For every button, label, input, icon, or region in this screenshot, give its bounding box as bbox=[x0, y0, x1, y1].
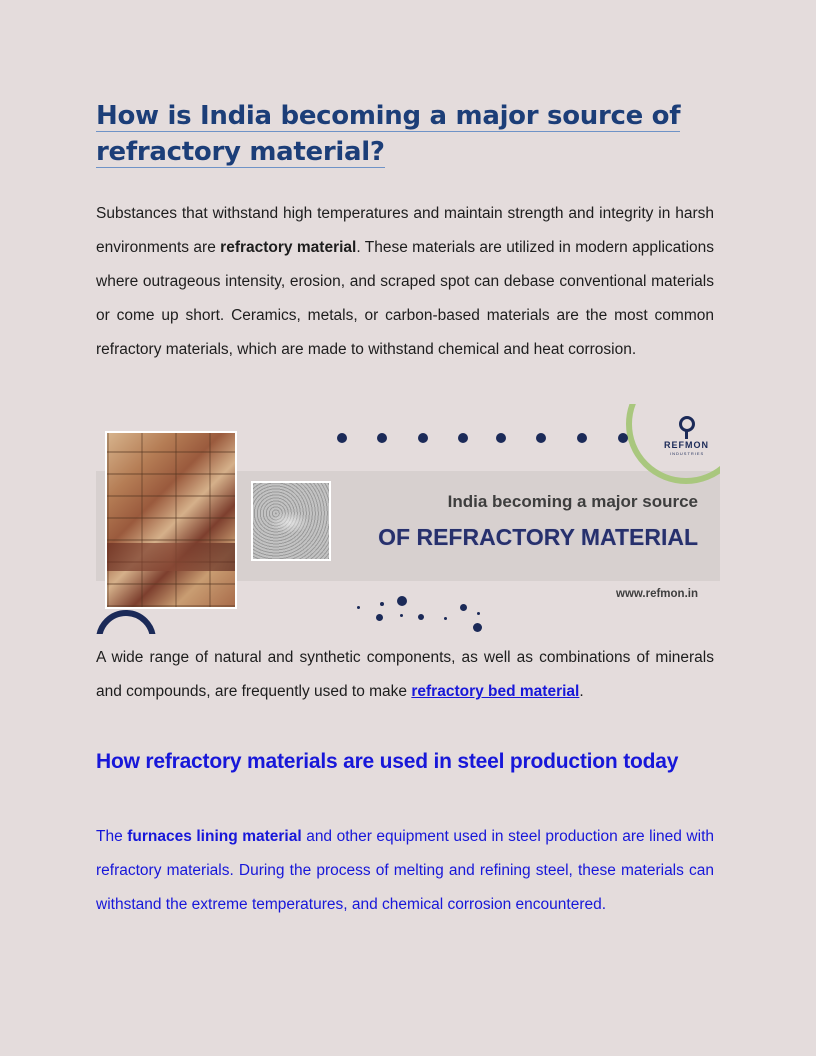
banner-line1: India becoming a major source bbox=[447, 492, 698, 511]
scatter-dot bbox=[397, 596, 407, 606]
page-title: How is India becoming a major source of refractory material? bbox=[96, 101, 681, 167]
scatter-dot bbox=[460, 604, 467, 611]
steel-production-paragraph: The furnaces lining material and other equipment used in steel production are lined with refractory materials. During the process of melting and refining steel, these materials can withstand the extreme temperatures, and chemical corrosion encountered. bbox=[96, 828, 714, 913]
scatter-dot bbox=[444, 617, 447, 620]
decor-dot bbox=[496, 433, 506, 443]
decor-dot bbox=[536, 433, 546, 443]
scatter-dot bbox=[473, 623, 482, 632]
decor-dot bbox=[337, 433, 347, 443]
decor-dot bbox=[458, 433, 468, 443]
brick-stack-photo bbox=[105, 431, 237, 609]
logo-name: REFMON bbox=[664, 440, 709, 450]
decor-dot bbox=[377, 433, 387, 443]
scatter-dot bbox=[376, 614, 383, 621]
components-paragraph: A wide range of natural and synthetic components, as well as combinations of minerals and compounds, are frequently used to make refractory bed material. bbox=[96, 649, 714, 700]
intro-paragraph: Substances that withstand high temperatures and maintain strength and integrity in harsh environments are refractory material. These materials are utilized in modern applications where outrageous intensity, erosion, and scraped spot can debase conventional materials or come up short. Ceramics, metals, or carbon-based materials are the most common refractory materials, which are made to withstand chemical and heat corrosion. bbox=[96, 205, 714, 358]
banner-image bbox=[96, 404, 720, 636]
scatter-dot bbox=[357, 606, 360, 609]
refmon-logo-icon bbox=[679, 416, 695, 432]
scatter-dot bbox=[477, 612, 480, 615]
bold-term-refractory-material: refractory material bbox=[220, 239, 357, 256]
refractory-bed-material-link[interactable]: refractory bed material bbox=[411, 683, 580, 700]
banner-url: www.refmon.in bbox=[616, 588, 698, 600]
banner-line2: OF REFRACTORY MATERIAL bbox=[378, 524, 698, 550]
bold-term-furnaces-lining-material: furnaces lining material bbox=[127, 828, 302, 845]
scatter-dot bbox=[380, 602, 384, 606]
scatter-dot bbox=[418, 614, 424, 620]
section-heading: How refractory materials are used in steel production today bbox=[96, 750, 679, 773]
sand-photo bbox=[251, 481, 331, 561]
decor-dot bbox=[618, 433, 628, 443]
decor-dot bbox=[577, 433, 587, 443]
decor-dot bbox=[418, 433, 428, 443]
scatter-dot bbox=[400, 614, 403, 617]
logo-subtitle: INDUSTRIES bbox=[670, 451, 705, 456]
